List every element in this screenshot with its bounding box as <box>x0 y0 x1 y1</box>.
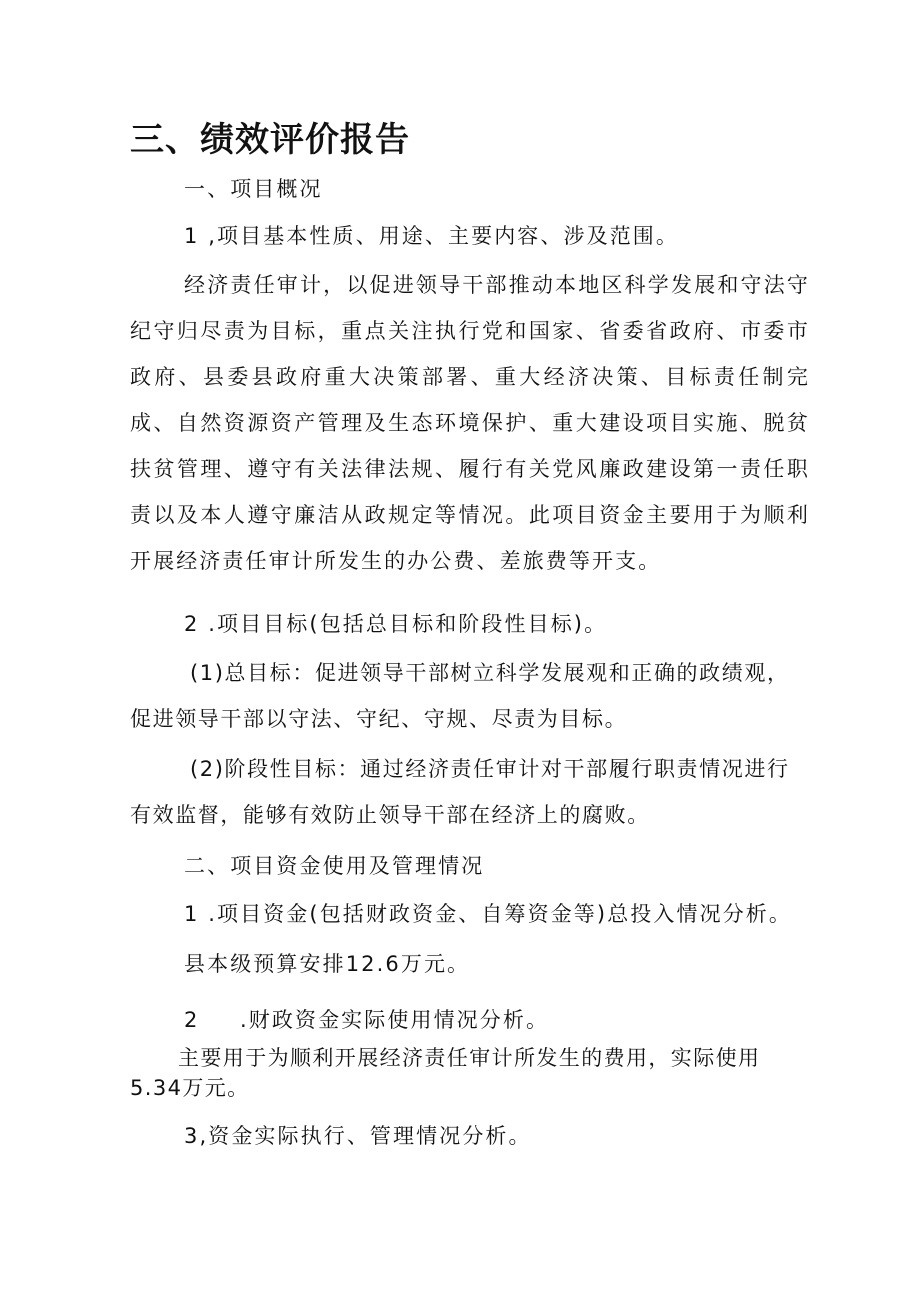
goal-overall-paragraph: (1)总目标：促进领导干部树立科学发展观和正确的政绩观，促进领导干部以守法、守纪、守规、尽责为目标。 <box>130 661 790 731</box>
section-heading-funds: 二、项目资金使用及管理情况 <box>184 854 485 878</box>
item-heading-nature: 1 ,项目基本性质、用途、主要内容、涉及范围。 <box>184 224 680 248</box>
item-heading-goals: 2 .项目目标(包括总目标和阶段性目标)。 <box>184 612 608 636</box>
funds-item-number-usage: 2 <box>184 1008 200 1032</box>
goal-phase-paragraph: (2)阶段性目标：通过经济责任审计对干部履行职责情况进行有效监督，能够有效防止领导干部在经济上的腐败。 <box>130 757 790 827</box>
item-body-nature: 经济责任审计，以促进领导干部推动本地区科学发展和守法守纪守归尽责为目标，重点关注执行党和国家、省委省政府、市委市政府、县委县政府重大决策部署、重大经济决策、目标责任制完成、自然资源资产管理及生态环境保护、重大建设项目实施、脱贫扶贫管理、遵守有关法律法规、履行有关党风廉政建设第一责任职责以及本人遵守廉洁从政规定等情况。此项目资金主要用于为顺利开展经济责任审计所发生的办公费、差旅费等开支。 <box>130 273 810 573</box>
page-title: 三、绩效评价报告 <box>130 120 410 160</box>
funds-item-body-total: 县本级预算安排12.6万元。 <box>184 952 471 976</box>
funds-item-heading-management: 3,资金实际执行、管理情况分析。 <box>184 1124 532 1148</box>
funds-item-body-usage: 主要用于为顺利开展经济责任审计所发生的费用，实际使用5.34万元。 <box>130 1046 761 1100</box>
section-heading-overview: 一、项目概况 <box>184 177 323 201</box>
funds-item-heading-usage: .财政资金实际使用情况分析。 <box>240 1008 550 1032</box>
funds-item-heading-total: 1 .项目资金(包括财政资金、自筹资金等)总投入情况分析。 <box>184 902 792 926</box>
